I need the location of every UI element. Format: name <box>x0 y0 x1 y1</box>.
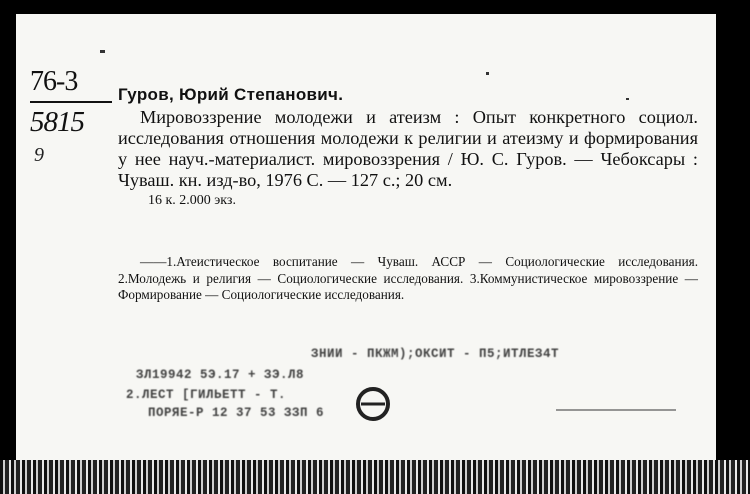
handwritten-note: 9 <box>34 144 44 166</box>
subject-headings: ——1.Атеистическое воспитание — Чуваш. АССР — Социологические исследования. 2.Молодежь и религия — Социологические исследования. 3.Коммунистическое мировоззрение — Формирование — Социологические исследования. <box>118 254 698 302</box>
author-heading: Гуров, Юрий Степанович. <box>118 85 344 104</box>
shelf-mark-divider <box>30 101 112 103</box>
bibliographic-entry <box>118 85 698 209</box>
price-copies: 16 к. 2.000 экз. <box>148 193 236 208</box>
classification-code-line-1: ЗНИИ - ПКЖМ);ОКСИТ - П5;ИТЛЕЗ4Т <box>311 347 560 361</box>
classification-code-line-4: ПОРЯЕ-Р 12 37 53 ЗЗП 6 <box>148 406 325 420</box>
shelf-mark-bottom: 5815 <box>30 106 84 138</box>
title-description: Мировоззрение молодежи и атеизм : Опыт конкретного социол. исследования отношения молодежи к религии и атеизму и формирования у нее науч.-материалист. мировоззрения / Ю. С. Гуров. — Чебоксары : Чуваш. кн. изд-во, 1976 С. — 127 с.; 20 см. <box>118 107 698 190</box>
scan-speck <box>486 72 489 75</box>
classification-code-line-3: 2.ЛЕСТ [ГИЛЬЕТТ - Т. <box>126 388 287 402</box>
shelf-mark-top: 76-3 <box>30 66 78 97</box>
scan-speck <box>556 409 676 411</box>
scan-speck <box>100 50 105 53</box>
library-stamp-mark <box>351 382 395 426</box>
scan-speck <box>626 98 629 100</box>
scan-edge-artifact <box>0 460 750 494</box>
classification-code-line-2: ЗЛ19942 5Э.17 + ЗЭ.Л8 <box>136 368 305 382</box>
catalog-card <box>16 14 716 464</box>
